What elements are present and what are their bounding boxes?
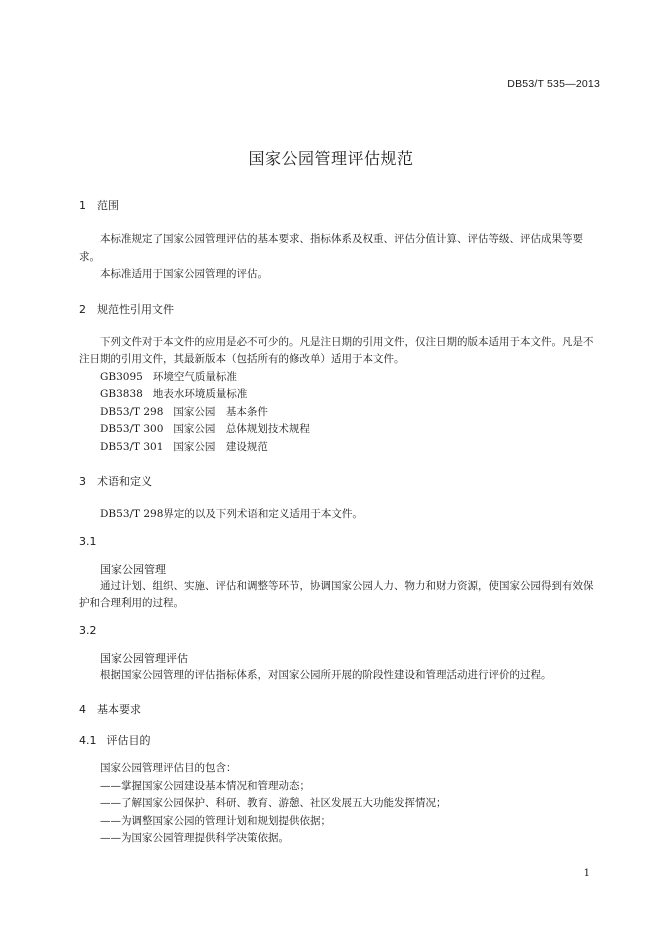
section-title: 规范性引用文件 — [97, 302, 174, 316]
reference-item — [79, 421, 599, 439]
section-heading-basic-requirements — [79, 702, 599, 718]
reference-name: 国家公园 基本条件 — [173, 405, 268, 418]
paragraph: 本标准适用于国家公园管理的评估。 — [100, 268, 268, 280]
section-number: 4 — [79, 703, 86, 716]
subsection-number: 4.1 — [79, 734, 97, 747]
subsection-title: 评估目的 — [106, 734, 151, 747]
section-number: 3 — [79, 475, 86, 488]
document-body — [79, 198, 599, 848]
reference-code: GB3838 — [100, 388, 143, 400]
term-number: 3.2 — [79, 623, 97, 637]
term-definition: 通过计划、组织、实施、评估和调整等环节，协调国家公园人力、物力和财力资源，使国家公园得到有效保护和合理利用的过程。 — [79, 579, 594, 609]
reference-code: DB53/T 300 — [100, 423, 164, 435]
list-item: ——为调整国家公园的管理计划和规划提供依据； — [100, 814, 331, 827]
list-item: ——掌握国家公园建设基本情况和管理动态； — [100, 779, 310, 792]
paragraph: 国家公园管理评估目的包含： — [100, 762, 237, 774]
reference-item — [79, 369, 599, 387]
term-definition: 根据国家公园管理的评估指标体系，对国家公园所开展的阶段性建设和管理活动进行评价的过程。 — [100, 668, 552, 681]
section-heading-normative-references — [79, 302, 599, 318]
document-title: 国家公园管理评估规范 — [248, 149, 414, 168]
section-heading-scope — [79, 198, 599, 214]
section-number: 2 — [79, 302, 86, 316]
reference-item — [79, 386, 599, 404]
reference-item — [79, 404, 599, 422]
reference-name: 环境空气质量标准 — [152, 370, 237, 383]
section-title: 范围 — [97, 199, 119, 212]
subsection-heading-purpose — [79, 733, 599, 749]
paragraph: 本标准规定了国家公园管理评估的基本要求、指标体系及权重、评估分值计算、评估等级、评估成果等要求。 — [79, 233, 583, 263]
section-title: 基本要求 — [97, 703, 141, 716]
reference-code: DB53/T 301 — [100, 440, 164, 453]
reference-name: 地表水环境质量标准 — [152, 388, 248, 400]
reference-name: 国家公园 总体规划技术规程 — [173, 423, 310, 435]
paragraph: DB53/T 298界定的以及下列术语和定义适用于本文件。 — [100, 508, 363, 520]
reference-code: DB53/T 298 — [100, 405, 164, 418]
reference-code: GB3095 — [100, 370, 143, 383]
term-number: 3.1 — [79, 534, 97, 548]
list-item: ——为国家公园管理提供科学决策依据。 — [100, 832, 289, 844]
reference-name: 国家公园 建设规范 — [173, 440, 268, 453]
paragraph: 下列文件对于本文件的应用是必不可少的。凡是注日期的引用文件，仅注日期的版本适用于本文件。凡是不注日期的引用文件，其最新版本（包括所有的修改单）适用于本文件。 — [79, 335, 594, 365]
section-heading-terms — [79, 474, 599, 490]
document-code: DB53/T 535—2013 — [507, 78, 600, 90]
list-item: ——了解国家公园保护、科研、教育、游憩、社区发展五大功能发挥情况； — [100, 797, 447, 809]
section-title: 术语和定义 — [97, 475, 152, 488]
page-number: 1 — [583, 868, 590, 879]
reference-item — [79, 439, 599, 457]
section-number: 1 — [79, 199, 86, 212]
term-name: 国家公园管理评估 — [100, 651, 188, 665]
term-name: 国家公园管理 — [100, 562, 166, 576]
